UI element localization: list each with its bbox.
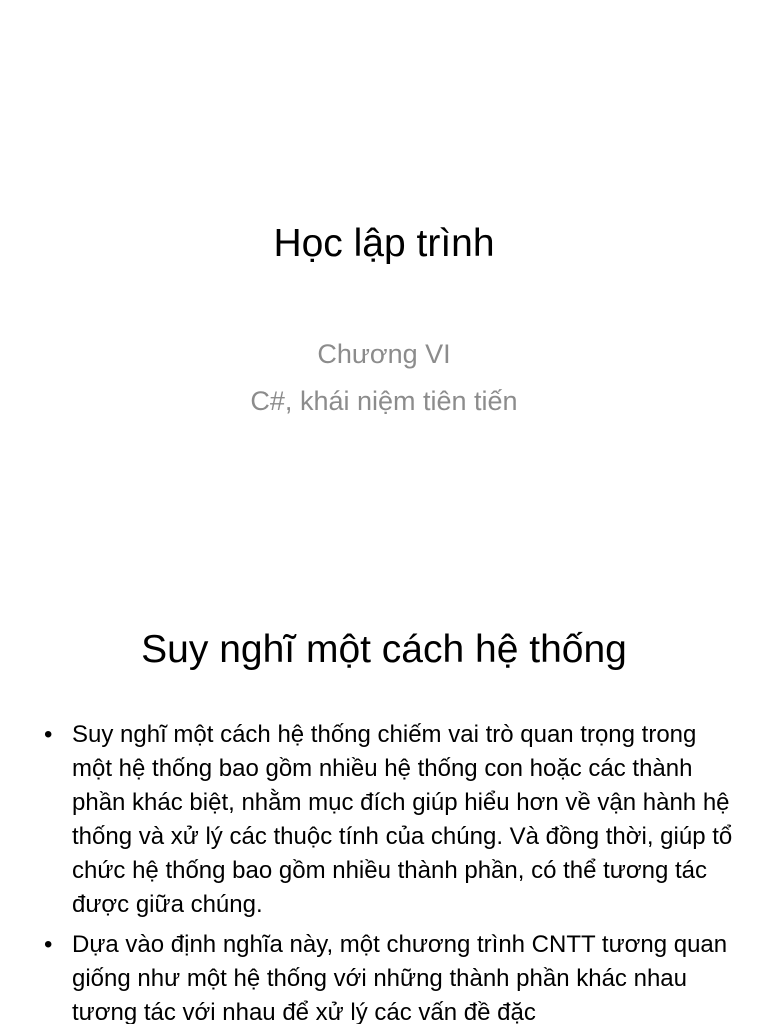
bullet-icon: • [44,721,53,748]
bullet-text: Suy nghĩ một cách hệ thống chiếm vai trò quan trọng trong một hệ thống bao gồm nhiều hệ thống con hoặc các thành phần khác biệt, nhằm mục đích giúp hiểu hơn về vận hành hệ thống và xử lý các thuộc tính của chúng. Và đồng thời, giúp tổ chức hệ thống bao gồm nhiều thành phần, có thể tương tác được giữa chúng. [72,721,733,918]
slide-subtitle-chapter: Chương VI [317,339,451,369]
bullet-item [44,718,734,922]
slide-subtitle-topic: C#, khái niệm tiên tiến [250,386,518,416]
bullet-list [44,718,734,1024]
content-slide [0,576,768,1024]
bullet-icon: • [44,931,53,958]
slide-title: Học lập trình [273,222,495,265]
bullet-text: Dựa vào định nghĩa này, một chương trình CNTT tương quan giống như một hệ thống với những thành phần khác nhau tương tác với nhau để xử lý các vấn đề đặc [72,931,728,1024]
bullet-item [44,928,734,1024]
slide-title: Suy nghĩ một cách hệ thống [141,628,627,671]
